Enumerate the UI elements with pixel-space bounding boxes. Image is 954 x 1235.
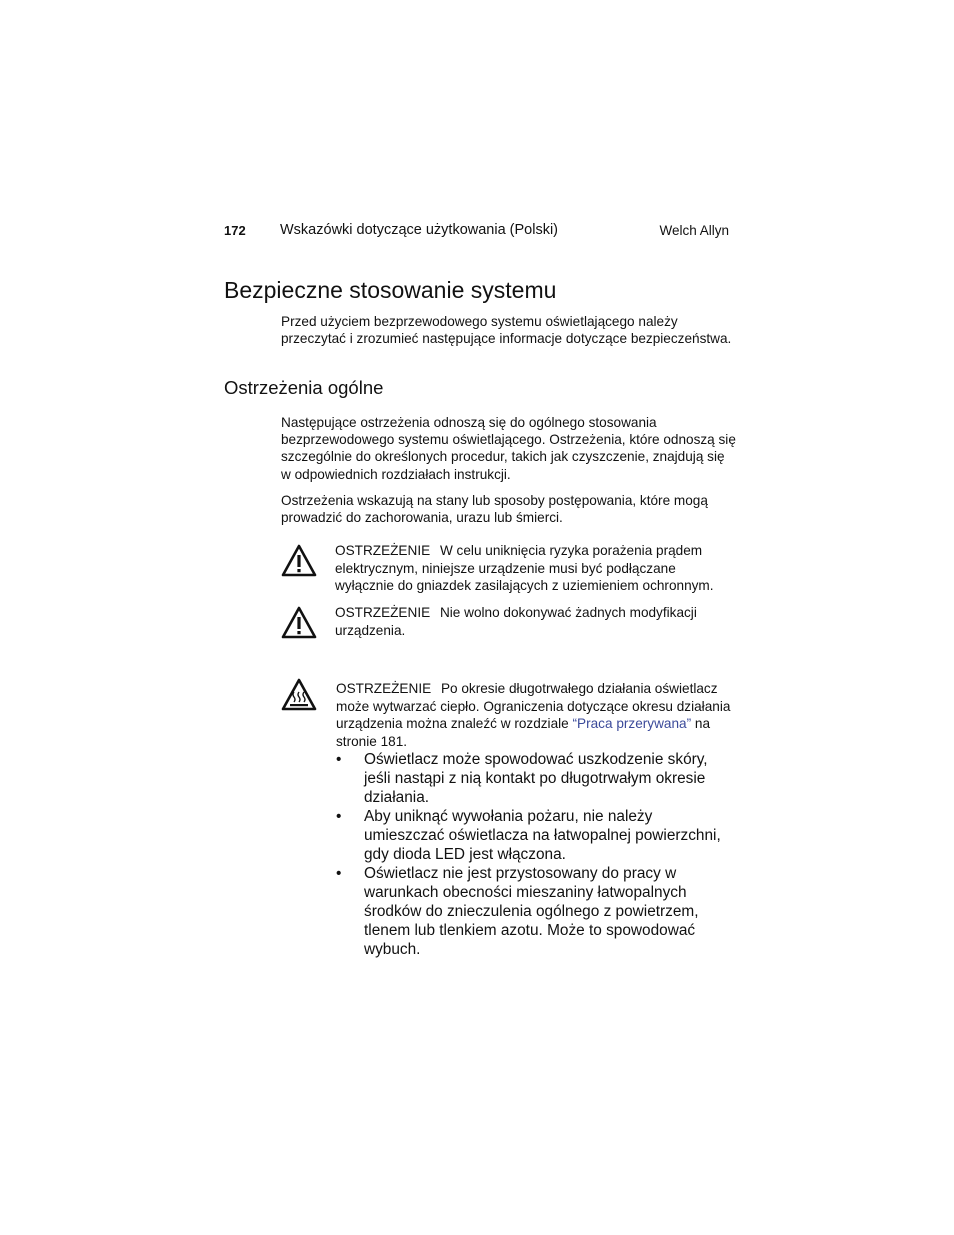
bullet-text: Oświetlacz nie jest przystosowany do pracy w warunkach obecności mieszaniny łatwopalnych środków do znieczulenia ogólnego z powietrzem, tlenem lub tlenkiem azotu. Może to spowodować wybuch.	[364, 865, 699, 958]
warning-text: Po okresie długotrwałego działania oświetlacz może wytwarzać ciepło. Ograniczenia dotyczące okresu działania urządzenia można znaleźć w rozdziale	[336, 681, 731, 732]
bullet-text: Oświetlacz może spowodować uszkodzenie skóry, jeśli nastąpi z nią kontakt po długotrwałym okresie działania.	[364, 751, 708, 806]
bullet-marker: •	[336, 865, 342, 882]
running-header-brand: Welch Allyn	[659, 223, 729, 238]
heat-warning-bullets	[336, 750, 736, 959]
warning-label: OSTRZEŻENIE	[335, 605, 431, 620]
page-number: 172	[224, 223, 246, 238]
bullet-text: Aby uniknąć wywołania pożaru, nie należy umieszczać oświetlacza na łatwopalnej powierzchni, gdy dioda LED jest włączona.	[364, 808, 721, 863]
running-header-title: Wskazówki dotyczące użytkowania (Polski)	[280, 222, 559, 238]
general-warnings-paragraph: Następujące ostrzeżenia odnoszą się do ogólnego stosowania bezprzewodowego systemu oświetlającego. Ostrzeżenia, które odnoszą się szczególnie do określonych procedur, takich jak czyszczenie, znajdują się w odpowiednich rozdziałach instrukcji.	[281, 415, 736, 482]
warning-label: OSTRZEŻENIE	[335, 543, 431, 558]
warning-heat	[336, 680, 736, 750]
list-item	[336, 750, 736, 807]
warning-text: W celu uniknięcia ryzyka porażenia prądem elektrycznym, niniejsze urządzenie musi być podłączane wyłącznie do gniazdek zasilających z uziemieniem ochronnym.	[335, 543, 714, 594]
warning-text: Nie wolno dokonywać żadnych modyfikacji urządzenia.	[335, 605, 697, 638]
warning-triangle-icon	[281, 544, 317, 578]
section-intro: Przed użyciem bezprzewodowego systemu oświetlającego należy przeczytać i zrozumieć następujące informacje dotyczące bezpieczeństwa.	[281, 314, 732, 347]
subsection-title: Ostrzeżenia ogólne	[224, 377, 384, 398]
hot-surface-icon	[281, 678, 317, 712]
warning-text-after: na stronie 181.	[336, 716, 711, 749]
warning-triangle-icon	[281, 606, 317, 640]
bullet-marker: •	[336, 808, 342, 825]
list-item	[336, 864, 736, 959]
list-item	[336, 807, 736, 864]
warning-no-modifications	[335, 604, 735, 639]
warning-label: OSTRZEŻENIE	[336, 681, 432, 696]
section-title: Bezpieczne stosowanie systemu	[224, 277, 557, 303]
cross-reference-link[interactable]: “Praca przerywana”	[572, 716, 692, 732]
bullet-marker: •	[336, 751, 342, 768]
warning-electric-shock	[335, 542, 735, 595]
warnings-definition-paragraph: Ostrzeżenia wskazują na stany lub sposoby postępowania, które mogą prowadzić do zachorowania, urazu lub śmierci.	[281, 493, 708, 526]
